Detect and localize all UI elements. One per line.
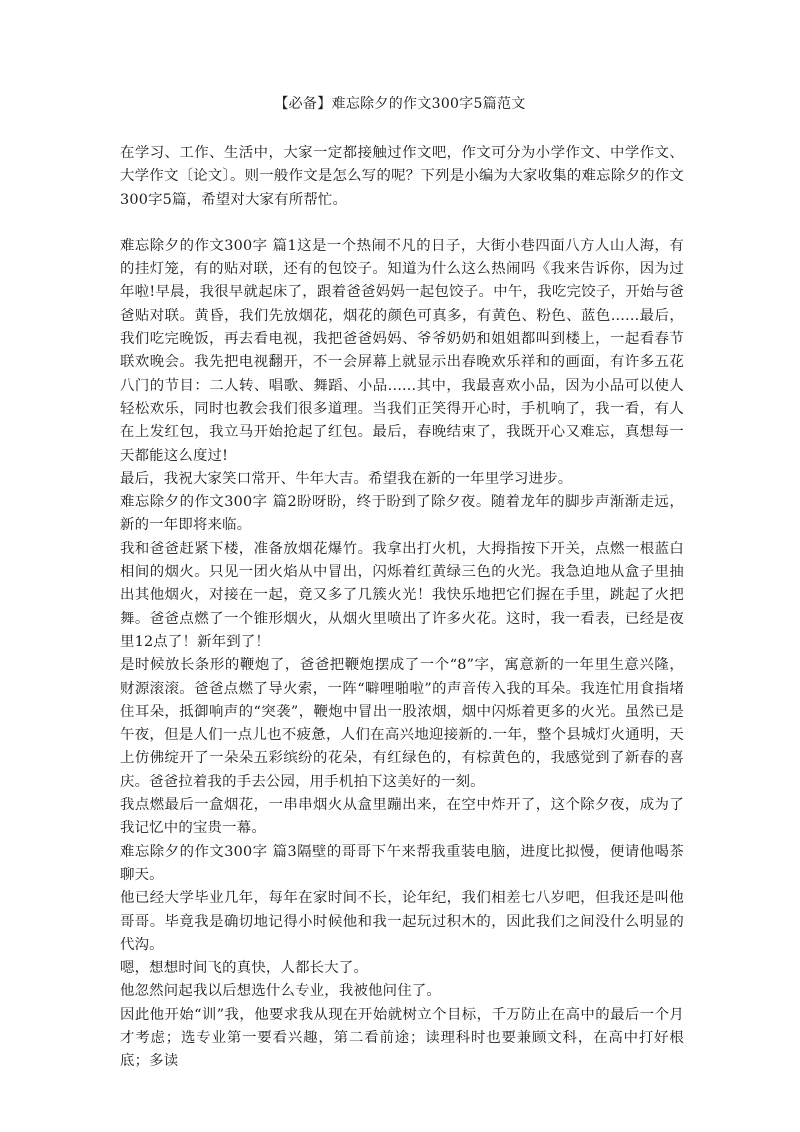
essay-1-paragraph: 难忘除夕的作文300字 篇1这是一个热闹不凡的日子，大街小巷四面八方人山人海，有的挂灯笼，有的贴对联，还有的包饺子。知道为什么这么热闹吗《我来告诉你，因为过年啦!早晨，我很早就起床了，跟着爸爸妈妈一起包饺子。中午，我吃完饺子，开始与爸爸贴对联。黄昏，我们先放烟花，烟花的颜色可真多，有黄色、粉色、蓝色......最后，我们吃完晚饭，再去看电视，我把爸爸妈妈、爷爷奶奶和姐姐都叫到楼上，一起看春节联欢晚会。我先把电视翻开，不一会屏幕上就显示出春晚欢乐祥和的画面，有许多五花八门的节目：二人转、唱歌、舞蹈、小品......其中，我最喜欢小品，因为小品可以使人轻松欢乐，同时也教会我们很多道理。当我们正笑得开心时，手机响了，我一看，有人在上发红包，我立马开始抢起了红包。最后，春晚结束了，我既开心又难忘，真想每一天都能这么度过! [120,237,684,464]
essay-1-closing-paragraph: 最后，我祝大家笑口常开、牛年大吉。希望我在新的一年里学习进步。 [120,470,573,487]
essay-2-closing-paragraph: 我点燃最后一盒烟花，一串串烟火从盒里蹦出来，在空中炸开了，这个除夕夜，成为了我记忆中的宝贵一幕。 [120,797,684,837]
essay-2-fireworks-paragraph: 我和爸爸赶紧下楼，准备放烟花爆竹。我拿出打火机，大拇指按下开关，点燃一根蓝白相间的烟火。只见一团火焰从中冒出，闪烁着红黄绿三色的火光。我急迫地从盒子里抽出其他烟火，对接在一起，竟又多了几簇火光！我快乐地把它们握在手里，跳起了火把舞。爸爸点燃了一个锥形烟火，从烟火里喷出了许多火花。这时，我一看表，已经是夜里12点了！新年到了！ [120,540,684,650]
paragraph-spacer [120,212,684,235]
document-body [120,142,684,1074]
intro-paragraph: 在学习、工作、生活中，大家一定都接触过作文吧，作文可分为小学作文、中学作文、大学作文〔论文〕。则一般作文是怎么写的呢？下列是小编为大家收集的难忘除夕的作文300字5篇，希望对大家有所帮忙。 [120,145,684,208]
essay-2-heading-paragraph: 难忘除夕的作文300字 篇2盼呀盼，终于盼到了除夕夜。随着龙年的脚步声渐渐走远，新的一年即将来临。 [120,494,684,534]
essay-3-heading-paragraph: 难忘除夕的作文300字 篇3隔壁的哥哥下午来帮我重装电脑，进度比拟慢，便请他喝茶聊天。 [120,843,684,883]
essay-3-brother-paragraph: 他已经大学毕业几年，每年在家时间不长，论年纪，我们相差七八岁吧，但我还是叫他哥哥。毕竟我是确切地记得小时候他和我一起玩过积木的，因此我们之间没什么明显的代沟。 [120,890,684,953]
essay-3-time-paragraph: 嗯，想想时间飞的真快，人都长大了。 [120,960,369,977]
essay-3-advice-paragraph: 因此他开始“训”我，他要求我从现在开始就树立个目标，千万防止在高中的最后一个月才考虑；选专业第一要看兴趣，第二看前途；读理科时也要兼顾文科，在高中打好根底；多读 [120,1006,684,1070]
document-title: 【必备】难忘除夕的作文300字5篇范文 [274,96,526,112]
essay-3-question-paragraph: 他忽然问起我以后想选什么专业，我被他问住了。 [120,983,441,1000]
essay-2-firecrackers-paragraph: 是时候放长条形的鞭炮了，爸爸把鞭炮摆成了一个“8”字，寓意新的一年里生意兴隆，财源滚滚。爸爸点燃了导火索，一阵“噼哩啪啦”的声音传入我的耳朵。我连忙用食指堵住耳朵，抵御响声的“突袭”，鞭炮中冒出一股浓烟，烟中闪烁着更多的火光。虽然已是午夜，但是人们一点儿也不疲惫，人们在高兴地迎接新的.一年，整个县城灯火通明，天上仿佛绽开了一朵朵五彩缤纷的花朵，有红绿色的，有棕黄色的，我感觉到了新春的喜庆。爸爸拉着我的手去公园，用手机拍下这美好的一刻。 [120,657,684,790]
